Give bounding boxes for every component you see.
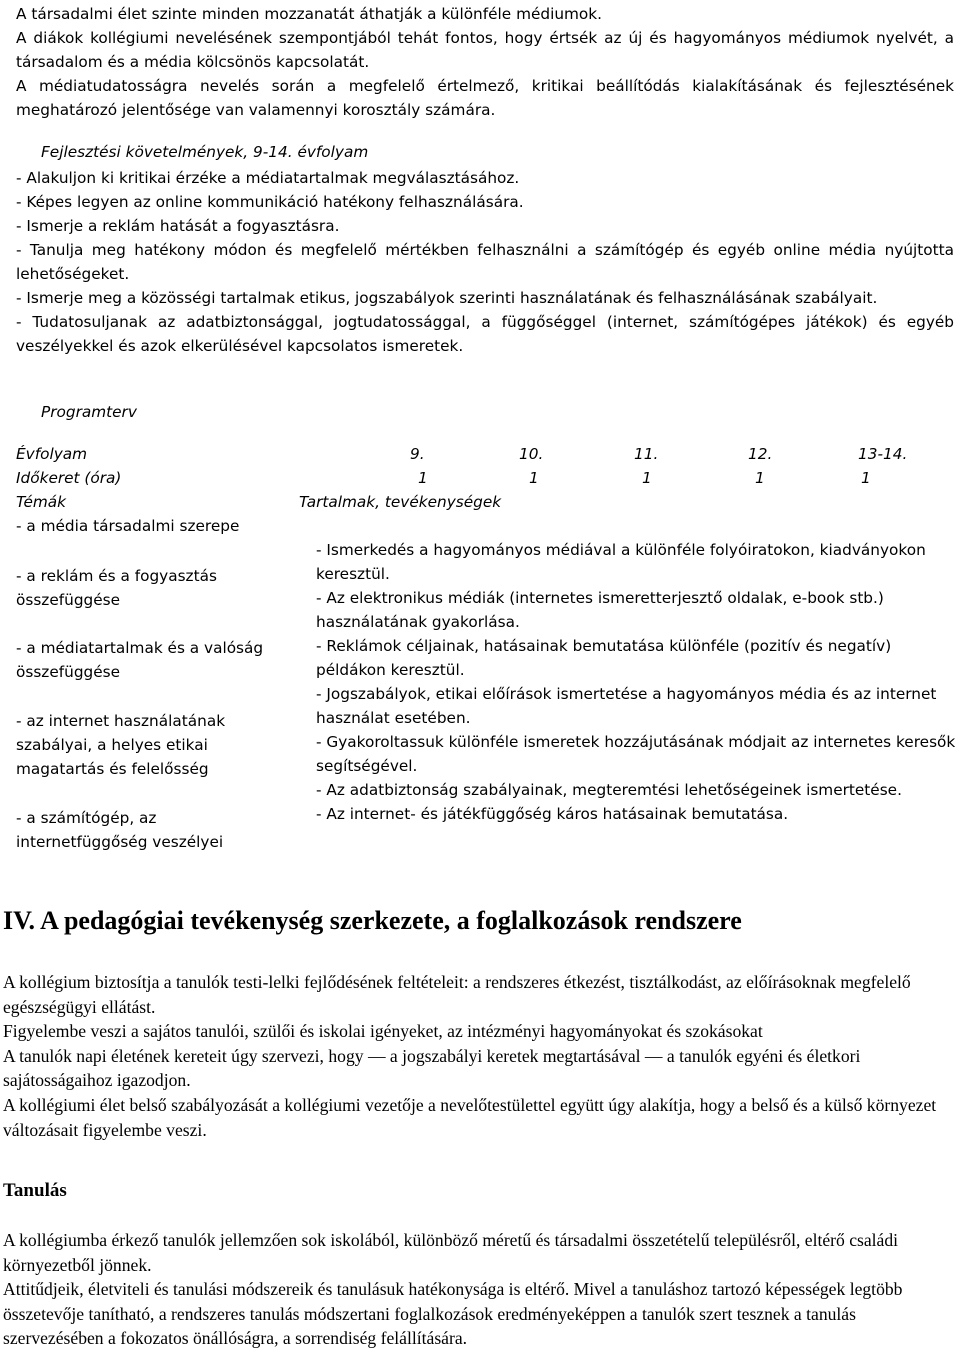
hours-cell: 1 bbox=[861, 469, 871, 487]
hours-row bbox=[0, 466, 960, 490]
tanulas-body bbox=[3, 1228, 957, 1351]
grade-label: Évfolyam bbox=[16, 445, 88, 463]
section4-paragraph: A kollégium biztosítja a tanulók testi-lelki fejlődésének feltételeit: a rendszeres étkezést, tisztálkodást, az előírásoknak megfelelő egészségügyi ellátást. bbox=[3, 972, 911, 1017]
activity-item: - Az elektronikus médiák (internetes ismeretterjesztő oldalak, e-book stb.) használatának gyakorlása. bbox=[316, 589, 884, 631]
hours-cell: 1 bbox=[418, 469, 428, 487]
section-heading: IV. A pedagógiai tevékenység szerkezete, a foglalkozások rendszere bbox=[3, 906, 742, 935]
activity-item: - Jogszabályok, etikai előírások ismertetése a hagyományos média és az internet használat esetében. bbox=[316, 685, 937, 727]
requirement-item: - Ismerje a reklám hatását a fogyasztásra. bbox=[16, 217, 340, 235]
activity-item: - Az adatbiztonság szabályainak, megteremtési lehetőségeinek ismertetése. bbox=[316, 781, 902, 799]
hours-cell: 1 bbox=[755, 469, 765, 487]
topic-line: - a média társadalmi szerepe bbox=[16, 517, 240, 535]
grade-cell: 11. bbox=[634, 445, 659, 463]
grade-cell: 10. bbox=[519, 445, 544, 463]
tanulas-paragraph: A kollégiumba érkező tanulók jellemzően sok iskolából, különböző méretű és társadalmi összetételű településről, eltérő családi környezetből jönnek. bbox=[3, 1230, 899, 1275]
hours-cell: 1 bbox=[529, 469, 539, 487]
topic-line: - a számítógép, az bbox=[16, 809, 157, 827]
topic-item bbox=[16, 514, 306, 538]
topic-line: internetfüggőség veszélyei bbox=[16, 833, 224, 851]
grade-cell: 13-14. bbox=[858, 445, 908, 463]
requirements-title: Fejlesztési követelmények, 9-14. évfolyam bbox=[41, 143, 369, 161]
topic-item bbox=[16, 709, 306, 781]
hours-cell: 1 bbox=[642, 469, 652, 487]
topic-line: - a médiatartalmak és a valóság bbox=[16, 639, 264, 657]
requirement-item: - Alakuljon ki kritikai érzéke a médiatartalmak megválasztásához. bbox=[16, 169, 520, 187]
requirement-item: - Tudatosuljanak az adatbiztonsággal, jogtudatossággal, a függőséggel (internet, számítógépes játékok) és egyéb veszélyekkel és azok elkerülésével kapcsolatos ismeretek. bbox=[16, 313, 954, 355]
topic-line: - a reklám és a fogyasztás bbox=[16, 567, 217, 585]
topic-item bbox=[16, 806, 306, 854]
requirement-item: - Ismerje meg a közösségi tartalmak etikus, jogszabályok szerinti használatának és felhasználásának szabályait. bbox=[16, 289, 878, 307]
activity-item: - Az internet- és játékfüggőség káros hatásainak bemutatása. bbox=[316, 805, 789, 823]
topics-label: Témák bbox=[16, 493, 66, 511]
topic-item bbox=[16, 636, 306, 684]
tanulas-heading: Tanulás bbox=[3, 1180, 67, 1201]
grade-cell: 9. bbox=[410, 445, 425, 463]
intro-paragraph: A diákok kollégiumi nevelésének szempontjából tehát fontos, hogy értsék az új és hagyományos médiumok nyelvét, a társadalom és a média kölcsönös kapcsolatát. bbox=[16, 29, 954, 71]
topic-line: összefüggése bbox=[16, 663, 121, 681]
section4-paragraph: Figyelembe veszi a sajátos tanulói, szülői és iskolai igényeket, az intézményi hagyományokat és szokásokat bbox=[3, 1021, 763, 1042]
activity-item: - Gyakoroltassuk különféle ismeretek hozzájutásának módjait az internetes keresők segítségével. bbox=[316, 733, 956, 775]
topic-line: szabályai, a helyes etikai bbox=[16, 736, 208, 754]
hours-label: Időkeret (óra) bbox=[16, 469, 122, 487]
activity-item: - Reklámok céljainak, hatásainak bemutatása különféle (pozitív és negatív) példákon keresztül. bbox=[316, 637, 892, 679]
intro-block bbox=[16, 2, 954, 122]
requirements-list bbox=[16, 166, 954, 358]
topic-line: összefüggése bbox=[16, 591, 121, 609]
topic-line: magatartás és felelősség bbox=[16, 760, 209, 778]
content-label: Tartalmak, tevékenységek bbox=[299, 493, 502, 511]
section4-paragraph: A kollégiumi élet belső szabályozását a kollégiumi vezetője a nevelőtestülettel együtt úgy alakítja, hogy a belső és a külső környezet változásait figyelembe veszi. bbox=[3, 1094, 937, 1140]
intro-paragraph: A médiatudatosságra nevelés során a megfelelő értelmező, kritikai beállítódás kialakításának és fejlesztésének meghatározó jelentősége van valamennyi korosztály számára. bbox=[16, 77, 954, 119]
activities-list bbox=[316, 538, 956, 826]
grade-row bbox=[0, 442, 960, 466]
requirement-item: - Képes legyen az online kommunikáció hatékony felhasználására. bbox=[16, 193, 524, 211]
section4-paragraph: A tanulók napi életének kereteit úgy szervezi, hogy ― a jogszabályi keretek megtartásával ― a tanulók egyéni és életkori sajátosságaihoz igazodjon. bbox=[3, 1045, 861, 1091]
section4-body bbox=[3, 970, 957, 1142]
tanulas-paragraph: Attitűdjeik, életviteli és tanulási módszereik és tanulásuk hatékonysága is eltérő. Mivel a tanuláshoz tartozó képességek legtöbb összetevője tanítható, a rendszeres tanulás módszertani foglalkozások eredményeképpen a tanulók szert tesznek a tanulás szervezésében a fokozatos önállóságra, a sorrendiség felállítására. bbox=[3, 1279, 903, 1349]
intro-paragraph: A társadalmi élet szinte minden mozzanatát áthatják a különféle médiumok. bbox=[16, 5, 603, 23]
grade-cell: 12. bbox=[748, 445, 773, 463]
program-title: Programterv bbox=[41, 403, 137, 421]
activity-item: - Ismerkedés a hagyományos médiával a különféle folyóiratokon, kiadványokon keresztül. bbox=[316, 541, 926, 583]
requirement-item: - Tanulja meg hatékony módon és megfelelő mértékben felhasználni a számítógép és egyéb online média nyújtotta lehetőségeket. bbox=[16, 241, 954, 283]
topic-item bbox=[16, 564, 306, 612]
topic-line: - az internet használatának bbox=[16, 712, 226, 730]
